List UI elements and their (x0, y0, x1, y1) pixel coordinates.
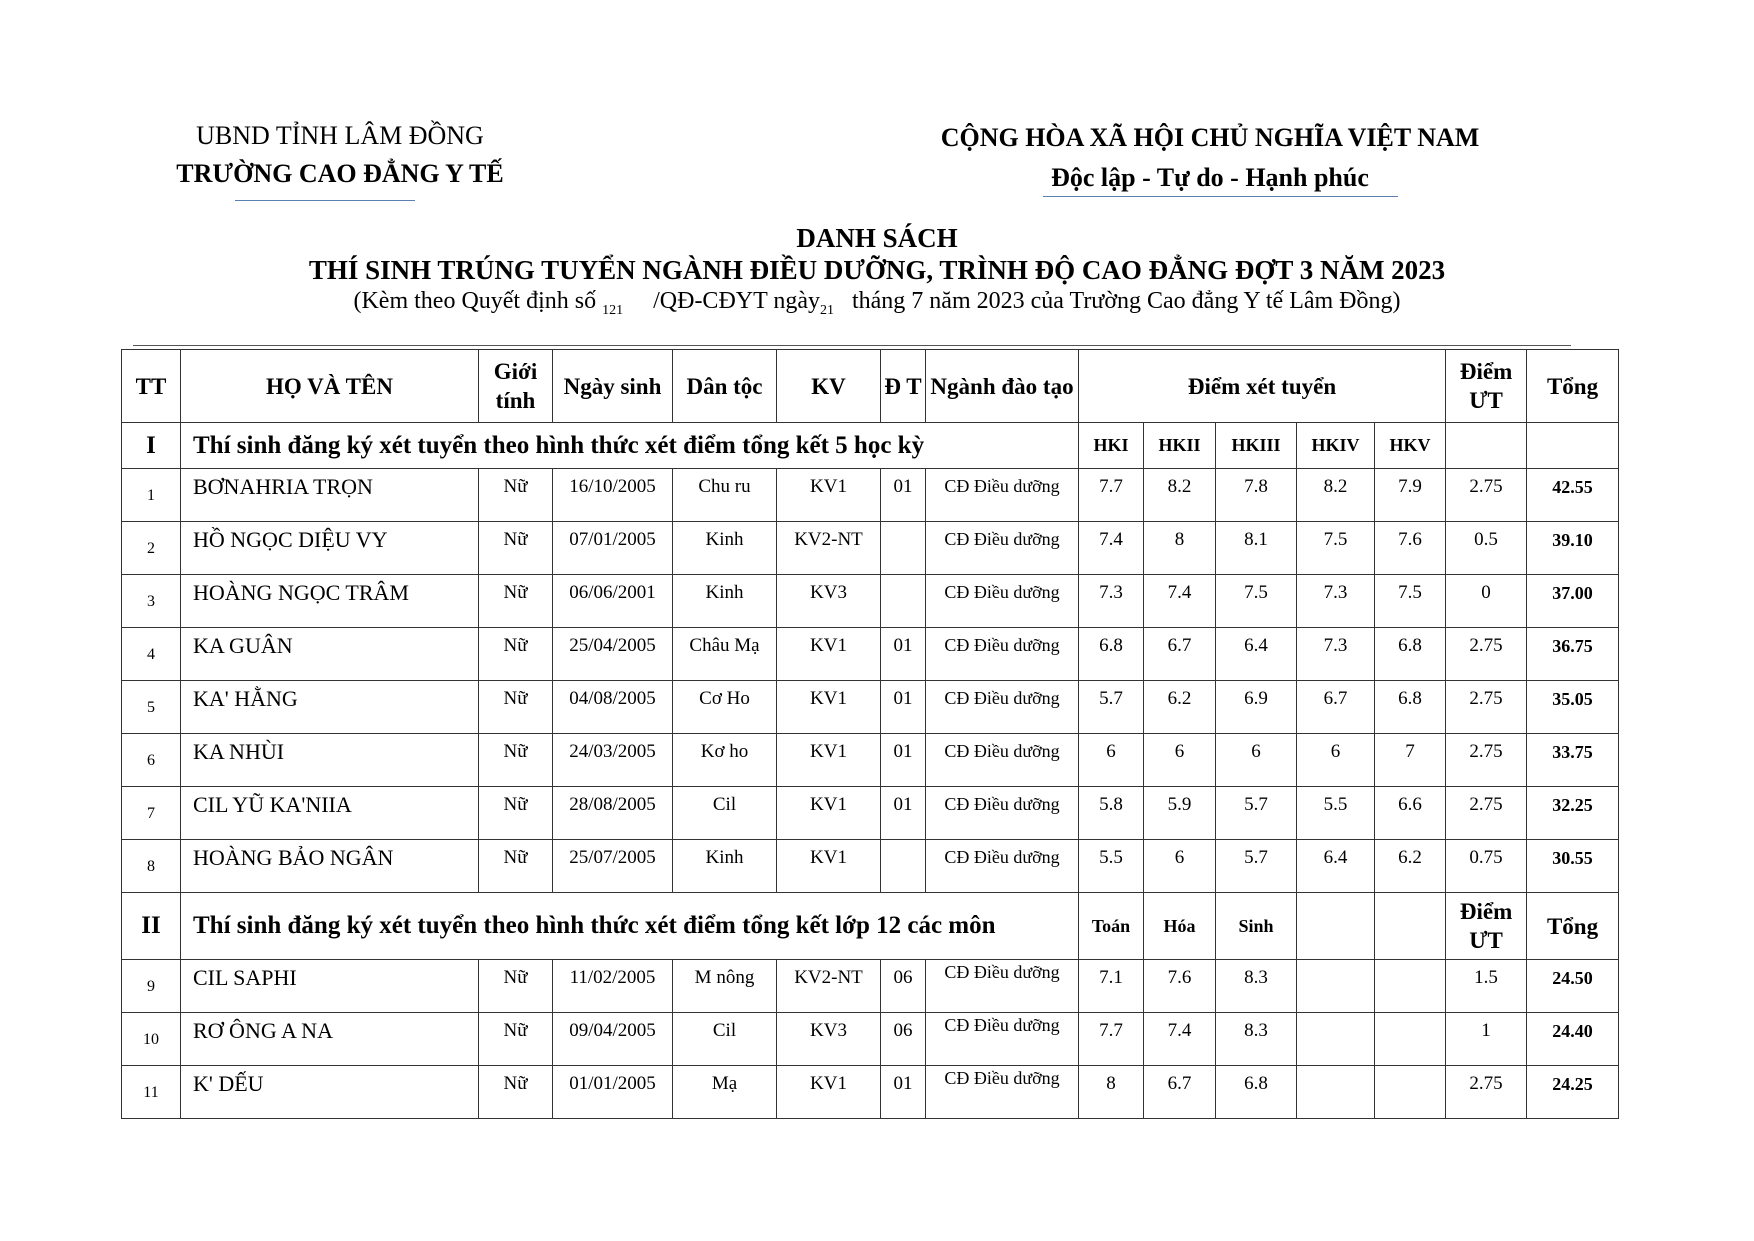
document-subject: THÍ SINH TRÚNG TUYỂN NGÀNH ĐIỀU DƯỠNG, TRÌNH ĐỘ CAO ĐẲNG ĐỢT 3 NĂM 2023 (308, 255, 1446, 285)
table-row (122, 840, 1619, 893)
issuer-underline (235, 200, 415, 201)
decision-ref-part-a: (Kèm theo Quyết định số (353, 288, 603, 314)
gender-cell: Nữ (479, 734, 553, 787)
subheader-hk1: HKI (1079, 423, 1144, 469)
table-row (122, 1013, 1619, 1066)
decision-reference (0, 286, 1754, 326)
table-row (122, 628, 1619, 681)
major-cell: CĐ Điều dưỡng (926, 1013, 1079, 1066)
section-2-header (122, 893, 1619, 960)
decision-ref-part-c: tháng 7 năm 2023 của Trường Cao đẳng Y tế Lâm Đồng) (851, 288, 1401, 314)
subheader-biology: Sinh (1216, 893, 1297, 960)
header-tt: TT (122, 350, 181, 423)
bonus-score-cell: 0.75 (1446, 840, 1527, 893)
score-2-cell: 6.2 (1144, 681, 1216, 734)
priority-group-cell (881, 840, 926, 893)
student-name-cell: BƠNAHRIA TRỌN (181, 469, 479, 522)
area-code-cell: KV3 (777, 1013, 881, 1066)
score-3-cell: 5.7 (1216, 787, 1297, 840)
score-3-cell: 6.8 (1216, 1066, 1297, 1119)
score-4-cell: 7.3 (1297, 628, 1375, 681)
total-score-cell: 39.10 (1527, 522, 1619, 575)
ethnicity-cell: Cơ Ho (673, 681, 777, 734)
ethnicity-cell: Cil (673, 1013, 777, 1066)
row-number-cell: 11 (122, 1066, 181, 1119)
school-name: TRƯỜNG CAO ĐẲNG Y TẾ (176, 159, 504, 188)
header-kv: KV (777, 350, 881, 423)
province-committee: UBND TỈNH LÂM ĐỒNG (196, 121, 484, 150)
section-1-header (122, 423, 1619, 469)
gender-cell: Nữ (479, 787, 553, 840)
score-3-cell: 6.9 (1216, 681, 1297, 734)
score-1-cell: 7.7 (1079, 1013, 1144, 1066)
gender-cell: Nữ (479, 628, 553, 681)
priority-group-cell: 01 (881, 1066, 926, 1119)
score-5-cell (1375, 1066, 1446, 1119)
score-1-cell: 5.7 (1079, 681, 1144, 734)
ethnicity-cell: Kinh (673, 575, 777, 628)
student-name-cell: HOÀNG BẢO NGÂN (181, 840, 479, 893)
section-2-title: Thí sinh đăng ký xét tuyển theo hình thức xét điểm tổng kết lớp 12 các môn (181, 893, 1079, 960)
section-1-empty-total (1527, 423, 1619, 469)
major-cell: CĐ Điều dưỡng (926, 787, 1079, 840)
score-4-cell: 6.7 (1297, 681, 1375, 734)
date-of-birth-cell: 25/04/2005 (553, 628, 673, 681)
table-row (122, 681, 1619, 734)
major-cell: CĐ Điều dưỡng (926, 628, 1079, 681)
score-1-cell: 8 (1079, 1066, 1144, 1119)
bonus-score-cell: 2.75 (1446, 787, 1527, 840)
bonus-score-cell: 2.75 (1446, 1066, 1527, 1119)
student-name-cell: CIL YŨ KA'NIIA (181, 787, 479, 840)
motto-underline (1043, 196, 1398, 197)
student-name-cell: CIL SAPHI (181, 960, 479, 1013)
score-4-cell: 5.5 (1297, 787, 1375, 840)
priority-group-cell: 01 (881, 681, 926, 734)
gender-cell: Nữ (479, 522, 553, 575)
priority-group-cell: 01 (881, 734, 926, 787)
major-cell: CĐ Điều dưỡng (926, 522, 1079, 575)
score-2-cell: 7.4 (1144, 1013, 1216, 1066)
area-code-cell: KV3 (777, 575, 881, 628)
bonus-score-cell: 2.75 (1446, 734, 1527, 787)
table-row (122, 960, 1619, 1013)
row-number-cell: 1 (122, 469, 181, 522)
score-5-cell: 7 (1375, 734, 1446, 787)
national-motto-block (900, 118, 1520, 198)
row-number-cell: 5 (122, 681, 181, 734)
major-cell: CĐ Điều dưỡng (926, 469, 1079, 522)
date-of-birth-cell: 24/03/2005 (553, 734, 673, 787)
score-3-cell: 6 (1216, 734, 1297, 787)
score-3-cell: 5.7 (1216, 840, 1297, 893)
score-1-cell: 5.8 (1079, 787, 1144, 840)
date-of-birth-cell: 04/08/2005 (553, 681, 673, 734)
header-dob: Ngày sinh (553, 350, 673, 423)
row-number-cell: 7 (122, 787, 181, 840)
score-5-cell: 6.2 (1375, 840, 1446, 893)
score-5-cell: 6.8 (1375, 628, 1446, 681)
row-number-cell: 3 (122, 575, 181, 628)
table-row (122, 1066, 1619, 1119)
table-row (122, 787, 1619, 840)
bonus-score-cell: 2.75 (1446, 469, 1527, 522)
student-name-cell: HỒ NGỌC DIỆU VY (181, 522, 479, 575)
major-cell: CĐ Điều dưỡng (926, 681, 1079, 734)
priority-group-cell: 06 (881, 1013, 926, 1066)
major-cell: CĐ Điều dưỡng (926, 575, 1079, 628)
total-score-cell: 33.75 (1527, 734, 1619, 787)
score-1-cell: 7.1 (1079, 960, 1144, 1013)
bonus-score-cell: 2.75 (1446, 628, 1527, 681)
separator-line (133, 345, 1571, 346)
bonus-score-cell: 0 (1446, 575, 1527, 628)
major-cell: CĐ Điều dưỡng (926, 734, 1079, 787)
score-4-cell (1297, 1066, 1375, 1119)
score-1-cell: 7.3 (1079, 575, 1144, 628)
subheader-hk5: HKV (1375, 423, 1446, 469)
gender-cell: Nữ (479, 469, 553, 522)
major-cell: CĐ Điều dưỡng (926, 960, 1079, 1013)
score-2-cell: 6.7 (1144, 628, 1216, 681)
section-1-title: Thí sinh đăng ký xét tuyển theo hình thức xét điểm tổng kết 5 học kỳ (181, 423, 1079, 469)
header-ethnic: Dân tộc (673, 350, 777, 423)
subheader-empty-4 (1297, 893, 1375, 960)
ethnicity-cell: Mạ (673, 1066, 777, 1119)
score-5-cell: 6.6 (1375, 787, 1446, 840)
header-bonus: Điểm ƯT (1446, 350, 1527, 423)
header-dt: Đ T (881, 350, 926, 423)
document-title: DANH SÁCH (796, 223, 958, 253)
section-2-bonus-header: Điểm ƯT (1446, 893, 1527, 960)
score-2-cell: 8 (1144, 522, 1216, 575)
total-score-cell: 36.75 (1527, 628, 1619, 681)
table-row (122, 734, 1619, 787)
score-2-cell: 6 (1144, 734, 1216, 787)
subheader-empty-5 (1375, 893, 1446, 960)
country-name: CỘNG HÒA XÃ HỘI CHỦ NGHĨA VIỆT NAM (940, 123, 1480, 152)
total-score-cell: 24.40 (1527, 1013, 1619, 1066)
score-3-cell: 7.5 (1216, 575, 1297, 628)
ethnicity-cell: Chu ru (673, 469, 777, 522)
total-score-cell: 30.55 (1527, 840, 1619, 893)
row-number-cell: 9 (122, 960, 181, 1013)
priority-group-cell (881, 575, 926, 628)
header-total: Tổng (1527, 350, 1619, 423)
area-code-cell: KV1 (777, 840, 881, 893)
table-header-row (122, 350, 1619, 423)
major-cell: CĐ Điều dưỡng (926, 1066, 1079, 1119)
student-name-cell: K' DẾU (181, 1066, 479, 1119)
score-2-cell: 7.4 (1144, 575, 1216, 628)
gender-cell: Nữ (479, 840, 553, 893)
major-cell: CĐ Điều dưỡng (926, 840, 1079, 893)
total-score-cell: 32.25 (1527, 787, 1619, 840)
score-4-cell: 6 (1297, 734, 1375, 787)
student-name-cell: RƠ ÔNG A NA (181, 1013, 479, 1066)
row-number-cell: 4 (122, 628, 181, 681)
row-number-cell: 10 (122, 1013, 181, 1066)
ethnicity-cell: Kơ ho (673, 734, 777, 787)
priority-group-cell: 01 (881, 628, 926, 681)
area-code-cell: KV1 (777, 628, 881, 681)
score-3-cell: 8.3 (1216, 960, 1297, 1013)
section-1-roman: I (122, 423, 181, 469)
row-number-cell: 8 (122, 840, 181, 893)
date-of-birth-cell: 28/08/2005 (553, 787, 673, 840)
header-gender: Giới tính (479, 350, 553, 423)
score-5-cell (1375, 960, 1446, 1013)
total-score-cell: 37.00 (1527, 575, 1619, 628)
subheader-math: Toán (1079, 893, 1144, 960)
score-4-cell: 7.5 (1297, 522, 1375, 575)
date-of-birth-cell: 01/01/2005 (553, 1066, 673, 1119)
score-4-cell: 8.2 (1297, 469, 1375, 522)
date-of-birth-cell: 11/02/2005 (553, 960, 673, 1013)
total-score-cell: 35.05 (1527, 681, 1619, 734)
priority-group-cell (881, 522, 926, 575)
date-of-birth-cell: 09/04/2005 (553, 1013, 673, 1066)
score-5-cell (1375, 1013, 1446, 1066)
area-code-cell: KV1 (777, 681, 881, 734)
score-1-cell: 5.5 (1079, 840, 1144, 893)
table-row (122, 522, 1619, 575)
student-name-cell: KA NHÙI (181, 734, 479, 787)
gender-cell: Nữ (479, 960, 553, 1013)
subheader-hk4: HKIV (1297, 423, 1375, 469)
row-number-cell: 6 (122, 734, 181, 787)
row-number-cell: 2 (122, 522, 181, 575)
student-name-cell: KA' HẰNG (181, 681, 479, 734)
score-2-cell: 8.2 (1144, 469, 1216, 522)
gender-cell: Nữ (479, 575, 553, 628)
document-title-block (0, 222, 1754, 326)
ethnicity-cell: Cil (673, 787, 777, 840)
priority-group-cell: 01 (881, 787, 926, 840)
score-3-cell: 8.3 (1216, 1013, 1297, 1066)
score-3-cell: 8.1 (1216, 522, 1297, 575)
priority-group-cell: 06 (881, 960, 926, 1013)
ethnicity-cell: Kinh (673, 522, 777, 575)
gender-cell: Nữ (479, 1066, 553, 1119)
priority-group-cell: 01 (881, 469, 926, 522)
area-code-cell: KV1 (777, 469, 881, 522)
section-2-roman: II (122, 893, 181, 960)
area-code-cell: KV1 (777, 734, 881, 787)
header-major: Ngành đào tạo (926, 350, 1079, 423)
student-name-cell: HOÀNG NGỌC TRÂM (181, 575, 479, 628)
date-of-birth-cell: 16/10/2005 (553, 469, 673, 522)
admission-list-table (121, 349, 1619, 1119)
subheader-hk3: HKIII (1216, 423, 1297, 469)
score-5-cell: 7.5 (1375, 575, 1446, 628)
score-3-cell: 7.8 (1216, 469, 1297, 522)
header-scores: Điểm xét tuyển (1079, 350, 1446, 423)
ethnicity-cell: M nông (673, 960, 777, 1013)
score-2-cell: 6.7 (1144, 1066, 1216, 1119)
subheader-hk2: HKII (1144, 423, 1216, 469)
subheader-chemistry: Hóa (1144, 893, 1216, 960)
bonus-score-cell: 1.5 (1446, 960, 1527, 1013)
national-motto: Độc lập - Tự do - Hạnh phúc (1051, 163, 1369, 192)
area-code-cell: KV2-NT (777, 960, 881, 1013)
bonus-score-cell: 0.5 (1446, 522, 1527, 575)
score-3-cell: 6.4 (1216, 628, 1297, 681)
score-1-cell: 7.4 (1079, 522, 1144, 575)
score-5-cell: 6.8 (1375, 681, 1446, 734)
score-4-cell (1297, 960, 1375, 1013)
score-5-cell: 7.6 (1375, 522, 1446, 575)
issuer-block (150, 118, 530, 194)
score-4-cell: 7.3 (1297, 575, 1375, 628)
area-code-cell: KV2-NT (777, 522, 881, 575)
decision-number: 121 (602, 303, 624, 318)
score-4-cell (1297, 1013, 1375, 1066)
section-1-empty-bonus (1446, 423, 1527, 469)
score-4-cell: 6.4 (1297, 840, 1375, 893)
date-of-birth-cell: 07/01/2005 (553, 522, 673, 575)
score-2-cell: 7.6 (1144, 960, 1216, 1013)
score-1-cell: 7.7 (1079, 469, 1144, 522)
score-2-cell: 5.9 (1144, 787, 1216, 840)
bonus-score-cell: 1 (1446, 1013, 1527, 1066)
bonus-score-cell: 2.75 (1446, 681, 1527, 734)
score-5-cell: 7.9 (1375, 469, 1446, 522)
gender-cell: Nữ (479, 1013, 553, 1066)
decision-day: 21 (819, 303, 834, 318)
date-of-birth-cell: 06/06/2001 (553, 575, 673, 628)
total-score-cell: 24.50 (1527, 960, 1619, 1013)
student-name-cell: KA GUÂN (181, 628, 479, 681)
section-2-total-header: Tổng (1527, 893, 1619, 960)
header-name: HỌ VÀ TÊN (181, 350, 479, 423)
area-code-cell: KV1 (777, 1066, 881, 1119)
area-code-cell: KV1 (777, 787, 881, 840)
gender-cell: Nữ (479, 681, 553, 734)
table-row (122, 575, 1619, 628)
total-score-cell: 24.25 (1527, 1066, 1619, 1119)
decision-ref-part-b: /QĐ-CĐYT ngày (653, 288, 820, 314)
score-1-cell: 6 (1079, 734, 1144, 787)
score-2-cell: 6 (1144, 840, 1216, 893)
total-score-cell: 42.55 (1527, 469, 1619, 522)
date-of-birth-cell: 25/07/2005 (553, 840, 673, 893)
ethnicity-cell: Châu Mạ (673, 628, 777, 681)
ethnicity-cell: Kinh (673, 840, 777, 893)
table-row (122, 469, 1619, 522)
score-1-cell: 6.8 (1079, 628, 1144, 681)
